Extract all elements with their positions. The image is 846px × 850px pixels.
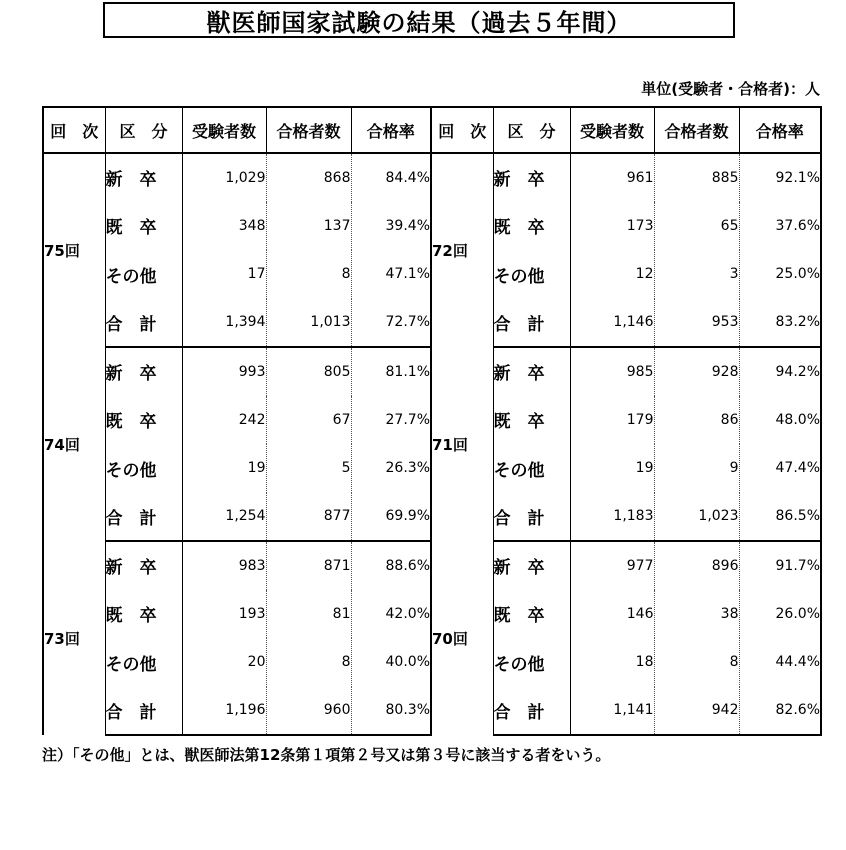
- results-table: [42, 106, 822, 736]
- examinees-cell: 983: [182, 541, 266, 590]
- pass-rate-cell: 26.3%: [351, 444, 431, 493]
- passed-cell: 953: [654, 299, 739, 348]
- examinees-cell: 18: [570, 638, 654, 687]
- examinees-cell: 1,394: [182, 299, 266, 348]
- pass-rate-cell: 27.7%: [351, 396, 431, 445]
- passed-cell: 3: [654, 250, 739, 299]
- pass-rate-cell: 42.0%: [351, 590, 431, 639]
- category-cell: 既 卒: [105, 590, 182, 639]
- table-row: [43, 347, 821, 396]
- header-round: 回 次: [43, 107, 105, 153]
- header-round: 回 次: [431, 107, 493, 153]
- examinees-cell: 1,183: [570, 493, 654, 542]
- table-row: [43, 153, 821, 202]
- header-rate: 合格率: [739, 107, 821, 153]
- pass-rate-cell: 47.4%: [739, 444, 821, 493]
- pass-rate-cell: 91.7%: [739, 541, 821, 590]
- round-label: 72回: [431, 153, 493, 347]
- pass-rate-cell: 39.4%: [351, 202, 431, 251]
- round-label: 71回: [431, 347, 493, 541]
- passed-cell: 942: [654, 687, 739, 736]
- category-cell: 新 卒: [493, 541, 570, 590]
- passed-cell: 960: [266, 687, 351, 736]
- passed-cell: 868: [266, 153, 351, 202]
- passed-cell: 1,013: [266, 299, 351, 348]
- page-title: 獣医師国家試験の結果（過去５年間）: [103, 2, 735, 38]
- examinees-cell: 348: [182, 202, 266, 251]
- category-cell: 既 卒: [493, 396, 570, 445]
- header-row: [43, 107, 821, 153]
- pass-rate-cell: 81.1%: [351, 347, 431, 396]
- pass-rate-cell: 40.0%: [351, 638, 431, 687]
- pass-rate-cell: 25.0%: [739, 250, 821, 299]
- category-cell: その他: [105, 250, 182, 299]
- pass-rate-cell: 44.4%: [739, 638, 821, 687]
- header-examinees: 受験者数: [570, 107, 654, 153]
- category-cell: その他: [493, 444, 570, 493]
- passed-cell: 805: [266, 347, 351, 396]
- passed-cell: 9: [654, 444, 739, 493]
- category-cell: 合 計: [493, 299, 570, 348]
- passed-cell: 65: [654, 202, 739, 251]
- header-category: 区 分: [493, 107, 570, 153]
- round-label: 74回: [43, 347, 105, 541]
- passed-cell: 1,023: [654, 493, 739, 542]
- examinees-cell: 20: [182, 638, 266, 687]
- examinees-cell: 985: [570, 347, 654, 396]
- examinees-cell: 242: [182, 396, 266, 445]
- pass-rate-cell: 37.6%: [739, 202, 821, 251]
- examinees-cell: 19: [182, 444, 266, 493]
- pass-rate-cell: 84.4%: [351, 153, 431, 202]
- passed-cell: 86: [654, 396, 739, 445]
- passed-cell: 5: [266, 444, 351, 493]
- header-rate: 合格率: [351, 107, 431, 153]
- examinees-cell: 179: [570, 396, 654, 445]
- passed-cell: 67: [266, 396, 351, 445]
- pass-rate-cell: 86.5%: [739, 493, 821, 542]
- passed-cell: 896: [654, 541, 739, 590]
- pass-rate-cell: 48.0%: [739, 396, 821, 445]
- pass-rate-cell: 88.6%: [351, 541, 431, 590]
- examinees-cell: 1,254: [182, 493, 266, 542]
- passed-cell: 877: [266, 493, 351, 542]
- category-cell: 合 計: [105, 299, 182, 348]
- category-cell: 新 卒: [105, 541, 182, 590]
- passed-cell: 8: [654, 638, 739, 687]
- category-cell: 新 卒: [493, 347, 570, 396]
- category-cell: 既 卒: [493, 202, 570, 251]
- examinees-cell: 1,146: [570, 299, 654, 348]
- pass-rate-cell: 72.7%: [351, 299, 431, 348]
- passed-cell: 871: [266, 541, 351, 590]
- examinees-cell: 17: [182, 250, 266, 299]
- passed-cell: 8: [266, 250, 351, 299]
- pass-rate-cell: 83.2%: [739, 299, 821, 348]
- header-passed: 合格者数: [654, 107, 739, 153]
- category-cell: 既 卒: [105, 396, 182, 445]
- table-row: [43, 541, 821, 590]
- pass-rate-cell: 80.3%: [351, 687, 431, 736]
- passed-cell: 38: [654, 590, 739, 639]
- examinees-cell: 961: [570, 153, 654, 202]
- category-cell: その他: [105, 638, 182, 687]
- examinees-cell: 12: [570, 250, 654, 299]
- pass-rate-cell: 47.1%: [351, 250, 431, 299]
- passed-cell: 928: [654, 347, 739, 396]
- passed-cell: 8: [266, 638, 351, 687]
- category-cell: その他: [493, 250, 570, 299]
- examinees-cell: 19: [570, 444, 654, 493]
- passed-cell: 137: [266, 202, 351, 251]
- category-cell: その他: [493, 638, 570, 687]
- header-examinees: 受験者数: [182, 107, 266, 153]
- pass-rate-cell: 69.9%: [351, 493, 431, 542]
- examinees-cell: 1,029: [182, 153, 266, 202]
- header-category: 区 分: [105, 107, 182, 153]
- unit-label: 単位(受験者・合格者)：人: [641, 80, 820, 98]
- header-passed: 合格者数: [266, 107, 351, 153]
- category-cell: 合 計: [105, 687, 182, 736]
- category-cell: 既 卒: [105, 202, 182, 251]
- examinees-cell: 146: [570, 590, 654, 639]
- category-cell: 合 計: [105, 493, 182, 542]
- category-cell: 合 計: [493, 493, 570, 542]
- pass-rate-cell: 82.6%: [739, 687, 821, 736]
- category-cell: 新 卒: [105, 153, 182, 202]
- passed-cell: 885: [654, 153, 739, 202]
- round-label: 75回: [43, 153, 105, 347]
- category-cell: 新 卒: [493, 153, 570, 202]
- pass-rate-cell: 92.1%: [739, 153, 821, 202]
- footnote: 注）「その他」とは、獣医師法第12条第１項第２号又は第３号に該当する者をいう。: [42, 746, 611, 764]
- pass-rate-cell: 26.0%: [739, 590, 821, 639]
- examinees-cell: 993: [182, 347, 266, 396]
- category-cell: 新 卒: [105, 347, 182, 396]
- round-label: 70回: [431, 541, 493, 735]
- examinees-cell: 1,141: [570, 687, 654, 736]
- passed-cell: 81: [266, 590, 351, 639]
- category-cell: 既 卒: [493, 590, 570, 639]
- category-cell: その他: [105, 444, 182, 493]
- pass-rate-cell: 94.2%: [739, 347, 821, 396]
- category-cell: 合 計: [493, 687, 570, 736]
- round-label: 73回: [43, 541, 105, 735]
- examinees-cell: 193: [182, 590, 266, 639]
- examinees-cell: 977: [570, 541, 654, 590]
- examinees-cell: 173: [570, 202, 654, 251]
- examinees-cell: 1,196: [182, 687, 266, 736]
